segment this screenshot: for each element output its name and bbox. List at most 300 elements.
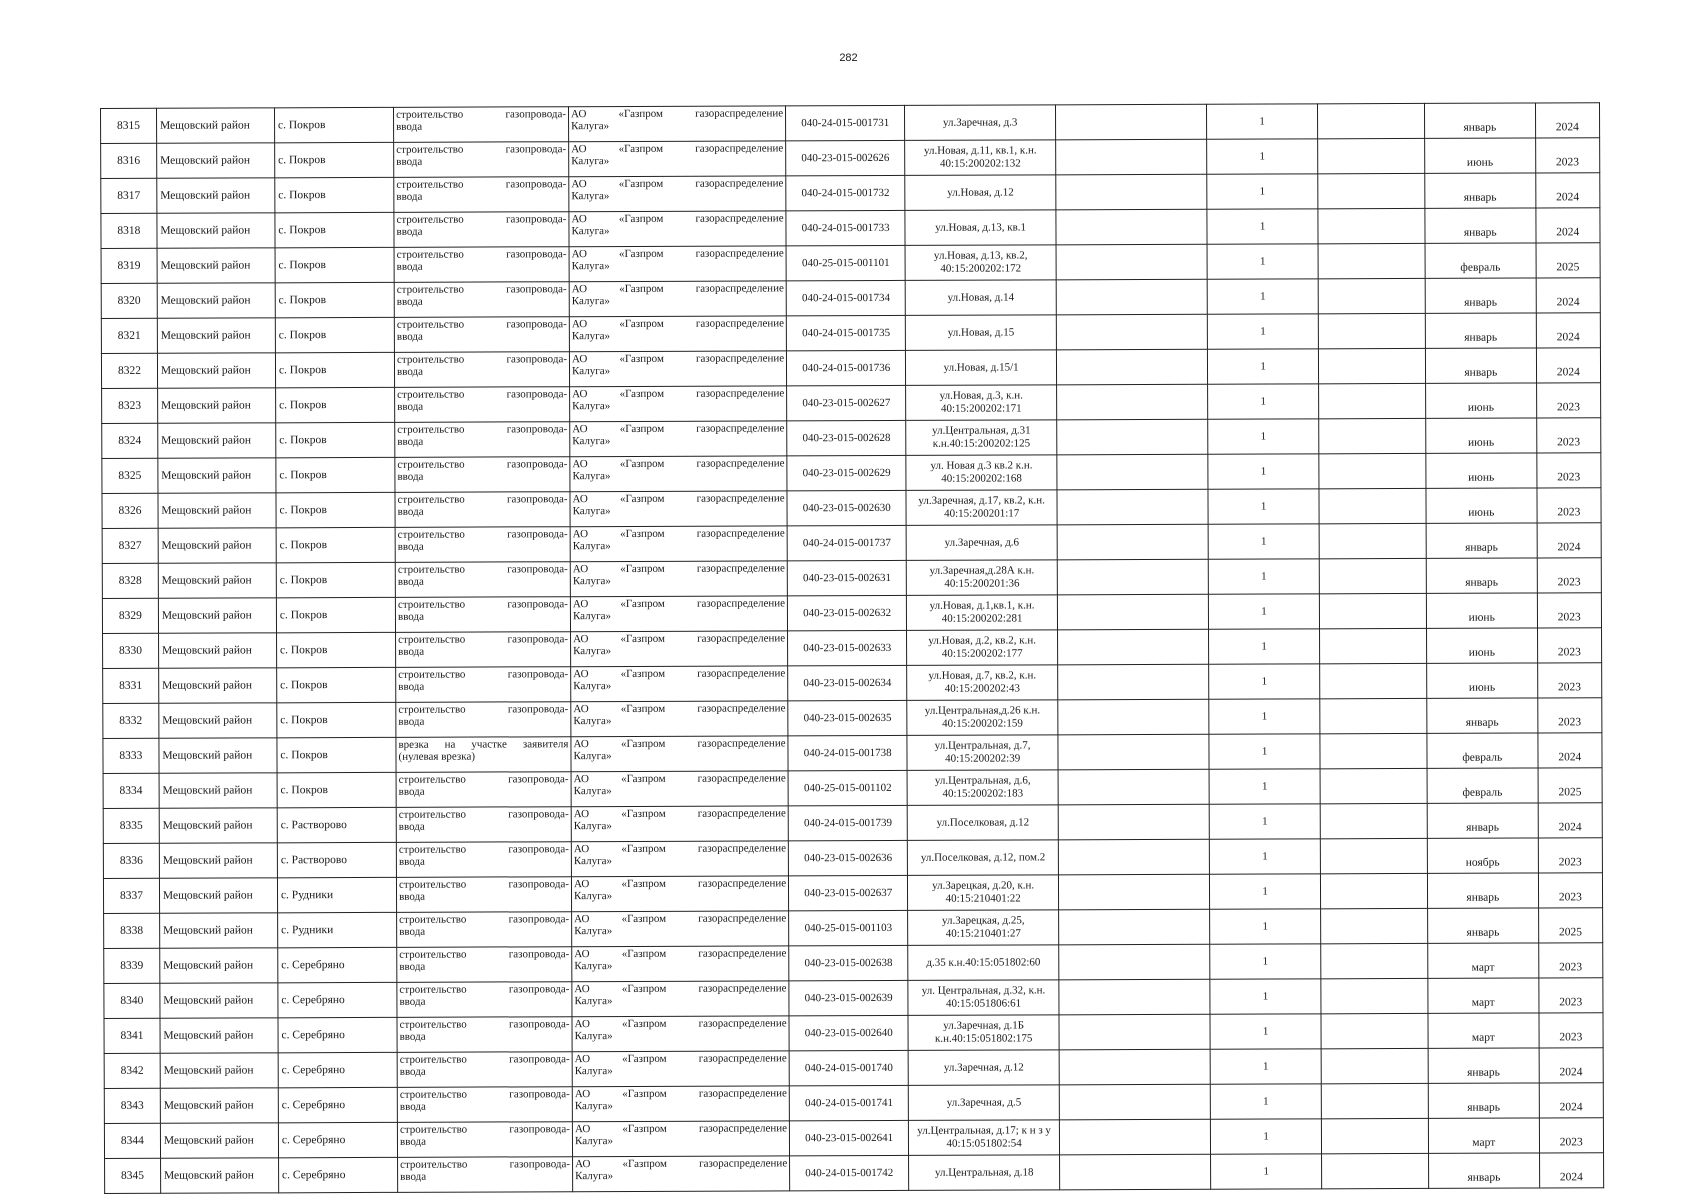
organization-word: Калуга»: [574, 995, 613, 1008]
work-type-word: ввода: [399, 960, 426, 973]
empty-cell: [1322, 1118, 1429, 1153]
year-cell: 2024: [1536, 348, 1601, 383]
empty-cell: [1318, 103, 1425, 138]
empty-cell: [1058, 839, 1209, 875]
table-row: [102, 593, 1601, 634]
village-cell: с. Рудники: [278, 912, 397, 947]
empty-cell: [1319, 383, 1426, 418]
count-cell: 1: [1208, 489, 1320, 524]
work-type-word: ввода: [396, 295, 423, 308]
empty-cell: [1322, 1153, 1429, 1188]
organization-word: газораспределение: [698, 947, 787, 960]
empty-cell: [1320, 663, 1427, 698]
row-number: 8320: [101, 283, 157, 318]
organization-cell: [571, 666, 788, 702]
village-cell: с. Покров: [275, 212, 394, 247]
row-number: 8335: [103, 808, 159, 843]
organization-word: Калуга»: [574, 960, 613, 973]
work-type-word: ввода: [397, 435, 424, 448]
table-row: [103, 768, 1602, 809]
empty-cell: [1058, 699, 1209, 735]
organization-word: газораспределение: [697, 842, 787, 855]
organization-word: газораспределение: [695, 282, 784, 295]
year-cell: 2023: [1537, 663, 1602, 698]
work-type-word: газопровода-: [507, 563, 568, 576]
empty-cell: [1321, 908, 1428, 943]
table-row: [104, 978, 1603, 1019]
count-cell: 1: [1207, 209, 1319, 244]
work-type-cell: [398, 1157, 573, 1193]
organization-word: газораспределение: [697, 702, 786, 715]
month-cell: январь: [1428, 908, 1539, 943]
organization-cell: [569, 316, 786, 352]
row-number: 8321: [101, 318, 157, 353]
organization-word: газораспределение: [698, 982, 787, 995]
organization-cell: [571, 736, 788, 772]
application-code-cell: 040-24-015-001741: [789, 1085, 908, 1120]
organization-word: «Газпром: [621, 877, 666, 891]
work-type-cell: [397, 982, 572, 1018]
organization-word: АО: [574, 948, 590, 961]
empty-cell: [1057, 594, 1208, 630]
organization-word: газораспределение: [698, 1087, 787, 1100]
work-type-word: газопровода-: [507, 633, 569, 646]
count-cell: 1: [1210, 1014, 1322, 1049]
village-cell: с. Серебряно: [278, 1122, 397, 1157]
village-cell: с. Серебряно: [278, 1157, 397, 1192]
application-code-cell: 040-23-015-002628: [787, 420, 906, 455]
work-type-word: строительство: [399, 1018, 467, 1031]
work-type-word: ввода: [399, 925, 426, 938]
work-type-word: ввода: [398, 715, 425, 728]
empty-cell: [1056, 244, 1207, 280]
empty-cell: [1058, 629, 1209, 665]
work-type-word: газопровода-: [508, 878, 570, 891]
row-number: 8338: [104, 913, 160, 948]
organization-word: Калуга»: [571, 295, 610, 308]
organization-cell: [569, 211, 786, 247]
district-cell: Мещовский район: [158, 423, 276, 458]
work-type-cell: [397, 1052, 572, 1088]
table-row: [104, 1083, 1603, 1124]
organization-word: АО: [573, 633, 589, 646]
address-cell: ул.Новая, д.14: [905, 280, 1056, 316]
work-type-word: газопровода-: [508, 1018, 570, 1031]
month-cell: февраль: [1425, 243, 1536, 278]
year-cell: 2023: [1538, 943, 1603, 978]
year-cell: 2023: [1539, 1013, 1604, 1048]
month-cell: июнь: [1426, 418, 1537, 453]
empty-cell: [1322, 1083, 1429, 1118]
application-code-cell: 040-24-015-001732: [786, 175, 905, 210]
application-code-cell: 040-25-015-001103: [789, 910, 908, 945]
empty-cell: [1056, 139, 1207, 175]
organization-word: газораспределение: [699, 1157, 788, 1170]
application-code-cell: 040-23-015-002640: [789, 1015, 908, 1050]
work-type-word: газопровода-: [508, 948, 570, 961]
empty-cell: [1321, 873, 1428, 908]
application-code-cell: 040-25-015-001102: [788, 770, 907, 805]
work-type-cell: [395, 527, 570, 563]
organization-word: «Газпром: [621, 842, 666, 856]
organization-cell: [572, 1051, 789, 1087]
work-type-word: ввода: [397, 470, 424, 483]
work-type-cell: [397, 1087, 572, 1123]
work-type-word: газопровода-: [507, 703, 569, 716]
district-cell: Мещовский район: [160, 1018, 278, 1053]
organization-word: «Газпром: [621, 807, 666, 821]
organization-cell: [569, 281, 786, 317]
empty-cell: [1319, 278, 1426, 313]
organization-word: газораспределение: [696, 492, 785, 505]
row-number: 8317: [101, 178, 157, 213]
organization-cell: [569, 246, 786, 282]
district-cell: Мещовский район: [159, 843, 277, 878]
application-code-cell: 040-23-015-002636: [788, 840, 907, 875]
year-cell: 2023: [1538, 873, 1603, 908]
table-row: [101, 348, 1600, 389]
organization-word: газораспределение: [696, 562, 785, 575]
organization-cell: [570, 456, 787, 492]
month-cell: январь: [1426, 523, 1537, 558]
year-cell: 2024: [1535, 103, 1600, 138]
work-type-word: строительство: [399, 913, 467, 926]
row-number: 8323: [102, 388, 158, 423]
count-cell: 1: [1207, 314, 1319, 349]
month-cell: июнь: [1426, 488, 1537, 523]
empty-cell: [1059, 1049, 1210, 1085]
table-row: [101, 208, 1600, 249]
month-cell: январь: [1427, 803, 1538, 838]
row-number: 8332: [103, 703, 159, 738]
work-type-word: ввода: [399, 890, 426, 903]
table-row: [103, 628, 1602, 669]
month-cell: январь: [1426, 558, 1537, 593]
village-cell: с. Покров: [276, 422, 395, 457]
gasification-table: [100, 102, 1604, 1194]
organization-word: АО: [573, 738, 589, 751]
work-type-word: ввода: [396, 260, 423, 273]
village-cell: с. Покров: [275, 387, 394, 422]
organization-word: АО: [573, 843, 590, 856]
work-type-word: ввода: [397, 365, 424, 378]
month-cell: январь: [1425, 173, 1536, 208]
village-cell: с. Покров: [276, 492, 395, 527]
work-type-word: строительство: [398, 668, 466, 681]
work-type-cell: [395, 422, 570, 458]
work-type-word: ввода: [399, 1135, 427, 1148]
organization-word: АО: [574, 983, 590, 996]
work-type-cell: [394, 247, 569, 283]
count-cell: 1: [1209, 699, 1321, 734]
organization-word: Калуга»: [573, 680, 612, 693]
year-cell: 2024: [1536, 313, 1601, 348]
organization-word: газораспределение: [697, 737, 786, 750]
month-cell: март: [1428, 1118, 1539, 1153]
work-type-word: строительство: [399, 983, 467, 996]
organization-cell: [572, 1086, 789, 1122]
organization-word: газораспределение: [696, 352, 785, 365]
organization-word: газораспределение: [695, 107, 784, 120]
work-type-word: газопровода-: [508, 808, 569, 821]
organization-word: газораспределение: [698, 912, 787, 925]
work-type-cell: [395, 597, 570, 633]
work-type-word: газопровода-: [505, 108, 567, 121]
district-cell: Мещовский район: [157, 353, 275, 388]
count-cell: 1: [1208, 524, 1320, 559]
address-cell: ул.Заречная, д.1Б к.н.40:15:051802:175: [908, 1015, 1059, 1051]
village-cell: с. Покров: [276, 527, 395, 562]
document-table-wrapper: [100, 102, 1604, 1194]
month-cell: январь: [1425, 313, 1536, 348]
address-cell: ул.Заречная, д.12: [908, 1050, 1059, 1086]
work-type-word: ввода: [399, 995, 426, 1008]
organization-word: Калуга»: [574, 925, 613, 938]
month-cell: январь: [1428, 1153, 1539, 1188]
work-type-word: газопровода-: [507, 528, 568, 541]
count-cell: 1: [1207, 419, 1319, 454]
district-cell: Мещовский район: [158, 563, 276, 598]
row-number: 8342: [104, 1053, 160, 1088]
address-cell: ул.Новая, д.7, кв.2, к.н. 40:15:200202:43: [907, 665, 1058, 701]
application-code-cell: 040-23-015-002635: [788, 700, 907, 735]
work-type-cell: [394, 282, 569, 318]
organization-cell: [570, 491, 787, 527]
district-cell: Мещовский район: [158, 633, 276, 668]
work-type-word: газопровода-: [506, 353, 568, 366]
village-cell: с. Покров: [277, 702, 396, 737]
organization-word: Калуга»: [574, 1100, 613, 1113]
organization-cell: [569, 351, 786, 387]
count-cell: 1: [1210, 979, 1322, 1014]
work-type-word: ввода: [399, 1100, 426, 1113]
organization-word: Калуга»: [574, 1135, 614, 1148]
organization-word: «Газпром: [621, 982, 667, 996]
month-cell: январь: [1427, 698, 1538, 733]
work-type-word: ввода: [398, 785, 425, 798]
empty-cell: [1060, 1154, 1211, 1190]
village-cell: с. Покров: [276, 597, 395, 632]
work-type-cell: [397, 1017, 572, 1053]
work-type-word: газопровода-: [505, 213, 567, 226]
empty-cell: [1319, 418, 1426, 453]
work-type-word: ввода: [397, 400, 424, 413]
work-type-word: строительство: [397, 423, 465, 436]
empty-cell: [1318, 173, 1425, 208]
year-cell: 2025: [1538, 768, 1603, 803]
organization-word: Калуга»: [574, 1030, 613, 1043]
address-cell: ул.Новая, д.1,кв.1, к.н. 40:15:200202:281: [907, 595, 1058, 631]
empty-cell: [1321, 838, 1428, 873]
table-row: [104, 908, 1603, 949]
year-cell: 2023: [1537, 558, 1602, 593]
work-type-word: ввода: [397, 505, 424, 518]
work-type-word: строительство: [398, 808, 466, 821]
district-cell: Мещовский район: [158, 528, 276, 563]
application-code-cell: 040-25-015-001101: [786, 245, 905, 280]
organization-word: АО: [571, 283, 588, 296]
district-cell: Мещовский район: [156, 143, 274, 178]
work-type-word: строительство: [398, 703, 466, 716]
village-cell: с. Серебряно: [278, 982, 397, 1017]
work-type-word: ввода: [396, 330, 423, 343]
address-cell: ул. Новая д.3 кв.2 к.н. 40:15:200202:168: [906, 455, 1057, 491]
work-type-word: газопровода-: [507, 668, 569, 681]
work-type-word: газопровода-: [508, 843, 569, 856]
application-code-cell: 040-23-015-002630: [787, 490, 906, 525]
organization-word: Калуга»: [571, 155, 610, 168]
organization-word: «Газпром: [619, 352, 664, 366]
work-type-word: газопровода-: [506, 248, 567, 261]
work-type-cell: [394, 212, 569, 248]
empty-cell: [1318, 243, 1425, 278]
organization-word: газораспределение: [695, 212, 784, 225]
count-cell: 1: [1209, 874, 1321, 909]
empty-cell: [1320, 523, 1427, 558]
row-number: 8328: [102, 563, 158, 598]
organization-word: Калуга»: [574, 890, 613, 903]
application-code-cell: 040-24-015-001742: [790, 1155, 909, 1190]
village-cell: с. Покров: [275, 247, 394, 282]
count-cell: 1: [1206, 174, 1318, 209]
organization-word: газораспределение: [698, 1122, 788, 1135]
work-type-word: строительство: [397, 493, 465, 506]
village-cell: с. Покров: [276, 457, 395, 492]
month-cell: июнь: [1426, 593, 1537, 628]
work-type-word: строительство: [396, 108, 464, 121]
month-cell: июнь: [1425, 138, 1536, 173]
empty-cell: [1057, 454, 1208, 490]
organization-word: «Газпром: [619, 387, 665, 401]
organization-word: «Газпром: [620, 562, 665, 576]
count-cell: 1: [1209, 909, 1321, 944]
work-type-cell: [395, 492, 570, 528]
village-cell: с. Покров: [277, 737, 396, 772]
count-cell: 1: [1209, 804, 1321, 839]
organization-word: газораспределение: [695, 177, 784, 190]
organization-cell: [570, 526, 787, 562]
organization-word: Калуга»: [572, 400, 611, 413]
organization-word: Калуга»: [572, 505, 611, 518]
organization-word: Калуга»: [572, 540, 611, 553]
district-cell: Мещовский район: [160, 1123, 278, 1158]
work-type-cell: [396, 702, 571, 738]
row-number: 8331: [103, 668, 159, 703]
organization-word: газораспределение: [697, 667, 786, 680]
year-cell: 2023: [1536, 383, 1601, 418]
count-cell: 1: [1207, 279, 1319, 314]
organization-word: АО: [574, 1053, 591, 1066]
address-cell: ул.Новая, д.2, кв.2, к.н. 40:15:200202:177: [907, 630, 1058, 666]
count-cell: 1: [1209, 944, 1321, 979]
count-cell: 1: [1207, 349, 1319, 384]
application-code-cell: 040-24-015-001740: [789, 1050, 908, 1085]
count-cell: 1: [1207, 244, 1319, 279]
organization-cell: [572, 981, 789, 1017]
month-cell: февраль: [1427, 733, 1538, 768]
empty-cell: [1321, 978, 1428, 1013]
village-cell: с. Рудники: [277, 877, 396, 912]
year-cell: 2023: [1539, 1118, 1604, 1153]
organization-word: «Газпром: [619, 457, 665, 471]
organization-word: «Газпром: [620, 632, 666, 646]
organization-cell: [571, 876, 788, 912]
row-number: 8319: [101, 248, 157, 283]
organization-word: «Газпром: [619, 317, 664, 331]
year-cell: 2024: [1535, 173, 1600, 208]
address-cell: ул.Центральная,д.26 к.н. 40:15:200202:159: [907, 700, 1058, 736]
empty-cell: [1059, 944, 1210, 980]
work-type-word: строительство: [399, 1053, 467, 1066]
work-type-word: заявителя: [522, 738, 569, 751]
work-type-word: строительство: [398, 633, 466, 646]
work-type-word: газопровода-: [509, 1088, 570, 1101]
row-number: 8329: [102, 598, 158, 633]
district-cell: Мещовский район: [160, 983, 278, 1018]
row-number: 8345: [105, 1158, 161, 1193]
organization-word: АО: [572, 388, 588, 401]
address-cell: ул.Центральная, д.6, 40:15:200202:183: [907, 770, 1058, 806]
district-cell: Мещовский район: [159, 878, 277, 913]
count-cell: 1: [1210, 1049, 1322, 1084]
application-code-cell: 040-23-015-002633: [788, 630, 907, 665]
work-type-word: газопровода-: [508, 773, 569, 786]
district-cell: Мещовский район: [157, 213, 275, 248]
village-cell: с. Покров: [275, 177, 394, 212]
village-cell: с. Покров: [275, 352, 394, 387]
empty-cell: [1321, 768, 1428, 803]
organization-word: «Газпром: [622, 1157, 668, 1171]
village-cell: с. Растворово: [277, 807, 396, 842]
table-row: [102, 488, 1601, 529]
work-type-word: ввода: [397, 575, 424, 588]
empty-cell: [1320, 558, 1427, 593]
work-type-word: газопровода-: [506, 388, 568, 401]
work-type-cell: [396, 842, 571, 878]
month-cell: июнь: [1427, 663, 1538, 698]
empty-cell: [1057, 419, 1208, 455]
application-code-cell: 040-23-015-002631: [787, 560, 906, 595]
work-type-word: газопровода-: [507, 598, 568, 611]
organization-word: Калуга»: [571, 190, 610, 203]
village-cell: с. Покров: [275, 142, 394, 177]
address-cell: ул.Центральная, д.18: [909, 1155, 1060, 1191]
organization-word: газораспределение: [696, 597, 786, 610]
empty-cell: [1056, 349, 1207, 385]
row-number: 8337: [103, 878, 159, 913]
count-cell: 1: [1206, 139, 1318, 174]
table-row: [103, 803, 1602, 844]
table-row: [101, 138, 1600, 179]
month-cell: июнь: [1426, 453, 1537, 488]
district-cell: Мещовский район: [159, 913, 277, 948]
address-cell: ул.Зарецкая, д.25, 40:15:210401:27: [908, 910, 1059, 946]
organization-word: «Газпром: [619, 422, 665, 436]
district-cell: Мещовский район: [160, 1088, 278, 1123]
organization-word: Калуга»: [572, 365, 611, 378]
row-number: 8343: [104, 1088, 160, 1123]
row-number: 8340: [104, 983, 160, 1018]
work-type-word: строительство: [396, 248, 464, 261]
work-type-cell: [397, 912, 572, 948]
village-cell: с. Покров: [277, 772, 396, 807]
organization-word: «Газпром: [620, 667, 666, 681]
organization-cell: [573, 1156, 790, 1192]
application-code-cell: 040-23-015-002637: [789, 875, 908, 910]
work-type-cell: [394, 107, 569, 143]
work-type-word: строительство: [396, 353, 465, 366]
year-cell: 2023: [1537, 593, 1602, 628]
